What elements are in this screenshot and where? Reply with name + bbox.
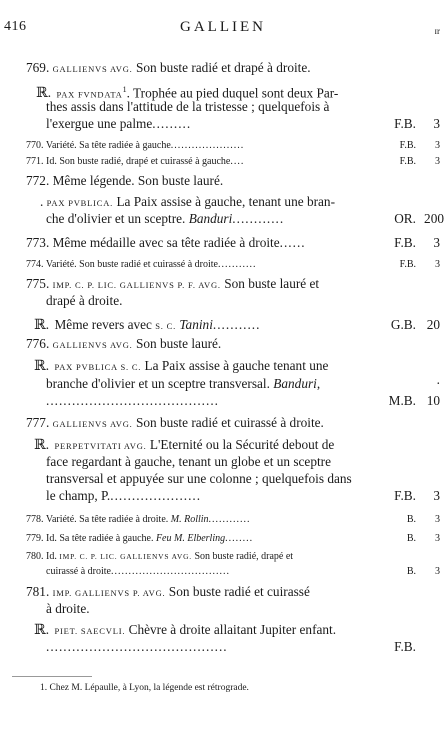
page-title: GALLIEN xyxy=(180,19,266,35)
page-number: 416 xyxy=(4,19,27,34)
text-line: à droite. xyxy=(46,601,90,616)
reverse-777: ℝ. PERPETVITATI AVG. L'Eternité ou la Sécurité debout de xyxy=(34,437,335,453)
price: 3 xyxy=(433,116,440,131)
entry-780: 780. Id. IMP. C. P. LIC. GALLIENVS AVG. Son buste radié, drapé et xyxy=(26,551,294,562)
price: 3 xyxy=(435,156,440,167)
price: 3 xyxy=(435,140,440,151)
price: 3 xyxy=(433,488,440,503)
entry-776: 776. GALLIENVS AVG. Son buste lauré. xyxy=(26,336,222,351)
price: 200 xyxy=(424,211,444,226)
text-line: .......................................... xyxy=(46,639,228,654)
reverse-776: ℝ. PAX PVBLICA S. C. La Paix assise à gauche tenant une xyxy=(34,358,329,374)
entry-771: 771. Id. Son buste radié, drapé et cuirassé à gauche.... xyxy=(26,156,245,167)
entry-773: 773. Même médaille avec sa tête radiée à droite...... xyxy=(26,235,306,250)
footnote-rule xyxy=(12,676,92,677)
entry-775: 775. IMP. C. P. LIC. GALLIENVS P. F. AVG. Son buste lauré et xyxy=(26,276,320,291)
text-line: le champ, P...................... xyxy=(46,488,202,503)
price: 3 xyxy=(435,566,440,577)
value-fb: F.B. xyxy=(399,140,416,151)
mark-dot: . xyxy=(436,372,440,387)
entry-778: 778. Variété. Sa tête radiée à droite. M. Rollin............ xyxy=(26,514,251,525)
page-header xyxy=(0,19,446,39)
reverse-772: . PAX PVBLICA. La Paix assise à gauche, tenant une bran- xyxy=(40,194,336,209)
entry-774: 774. Variété. Son buste radié et cuirassé à droite........... xyxy=(26,259,257,270)
price: 20 xyxy=(426,317,440,332)
value-fb: F.B. xyxy=(394,235,416,250)
footnote: 1. Chez M. Lépaulle, à Lyon, la légende est rétrograde. xyxy=(40,683,249,693)
text-line: transversal et appuyée sur une colonne ; quelquefois dans xyxy=(46,471,352,486)
entry-777: 777. GALLIENVS AVG. Son buste radié et cuirassé à droite. xyxy=(26,415,324,430)
value-b: B. xyxy=(406,566,416,577)
price: 10 xyxy=(426,393,440,408)
reverse-781: ℝ. PIET. SAECVLI. Chèvre à droite allaitant Jupiter enfant. xyxy=(34,622,337,638)
value-mb: M.B. xyxy=(388,393,416,408)
text-line: cuirassé à droite.................................. xyxy=(46,566,230,577)
value-b: B. xyxy=(406,533,416,544)
value-or: OR. xyxy=(394,211,416,226)
value-fb: F.B. xyxy=(399,156,416,167)
price: 3 xyxy=(435,259,440,270)
value-b: B. xyxy=(406,514,416,525)
text-line: face regardant à gauche, tenant un globe et un sceptre xyxy=(46,454,331,469)
text-line: ........................................ xyxy=(46,393,219,408)
entry-772: 772. Même légende. Son buste lauré. xyxy=(26,173,224,188)
reverse-775: ℝ. Même revers avec S. C. Tanini........... xyxy=(34,317,261,333)
corner-mark: ɪr xyxy=(434,26,440,36)
text-line: drapé à droite. xyxy=(46,293,123,308)
value-fb: F.B. xyxy=(394,639,416,654)
value-fb: F.B. xyxy=(394,116,416,131)
entry-770: 770. Variété. Sa tête radiée à gauche..................... xyxy=(26,140,245,151)
text-line: thes assis dans l'attitude de la tristesse ; quelquefois à xyxy=(46,99,330,114)
entry-781: 781. IMP. GALLIENVS P. AVG. Son buste radié et cuirassé xyxy=(26,584,310,599)
reverse-769: ℝ. PAX FVNDATA$^1$. Trophée au pied duquel sont deux Par- xyxy=(36,85,339,102)
text-line: l'exergue une palme......... xyxy=(46,116,192,131)
entry-769: 769. GALLIENVS AVG. Son buste radié et drapé à droite. xyxy=(26,60,311,75)
price: 3 xyxy=(435,514,440,525)
value-gb: G.B. xyxy=(390,317,416,332)
value-fb: F.B. xyxy=(394,488,416,503)
entry-779: 779. Id. Sa tête radiée à gauche. Feu M. Elberling........ xyxy=(26,533,254,544)
text-line: che d'olivier et un sceptre. Banduri............ xyxy=(46,211,285,226)
value-fb: F.B. xyxy=(399,259,416,270)
price: 3 xyxy=(435,533,440,544)
text-line: branche d'olivier et un sceptre transversal. Banduri, xyxy=(46,376,321,391)
price: 3 xyxy=(433,235,440,250)
